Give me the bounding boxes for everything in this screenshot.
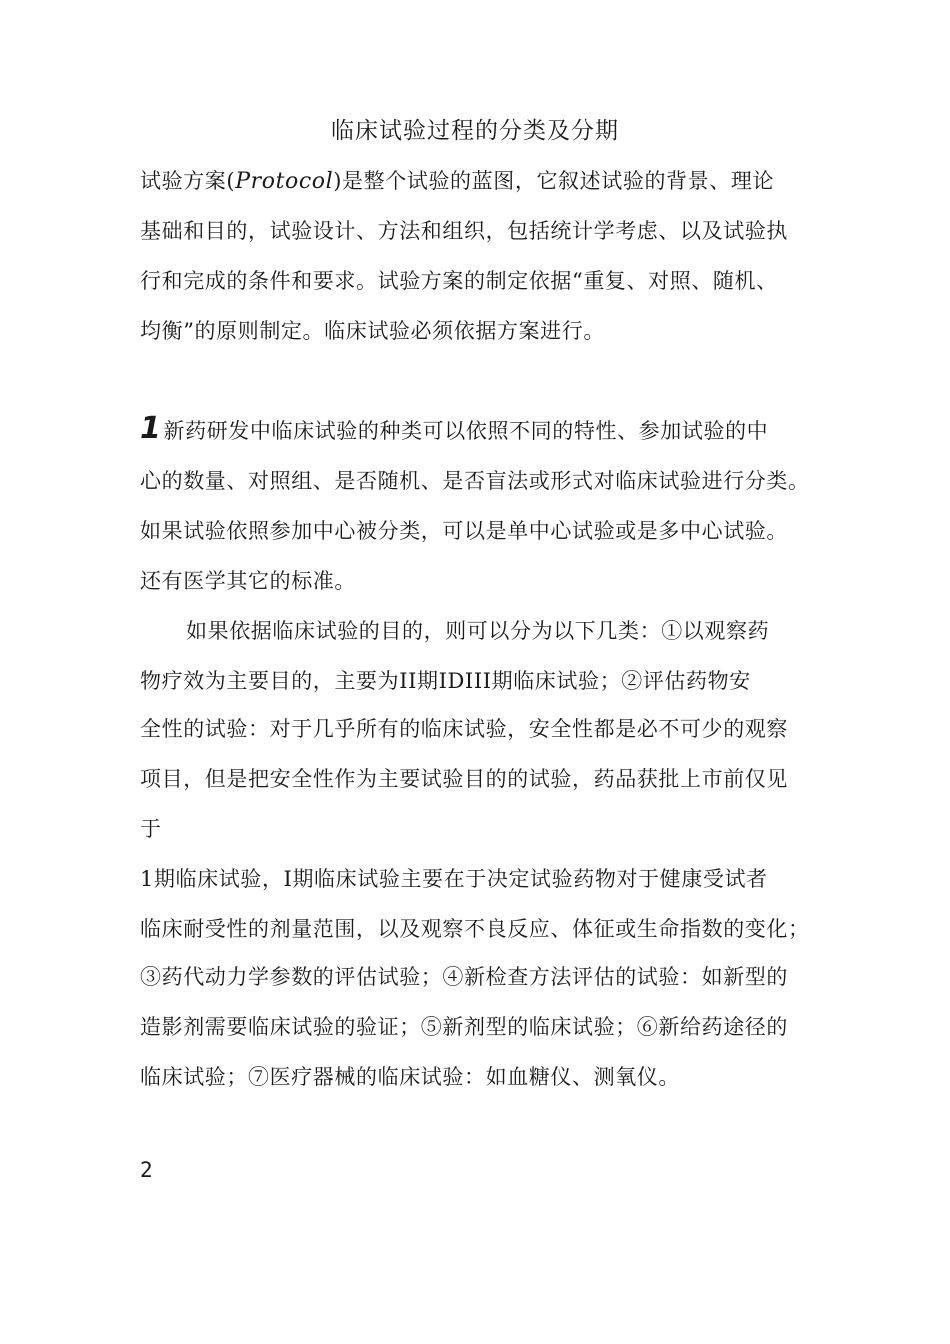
section-3-line-2: 临床耐受性的剂量范围，以及观察不良反应、体征或生命指数的变化； xyxy=(140,917,810,941)
section-2-line-4: 项目，但是把安全性作为主要试验目的的试验，药品获批上市前仅见 xyxy=(140,767,788,791)
section-2-line-3: 全性的试验：对于几乎所有的临床试验，安全性都是必不可少的观察 xyxy=(140,717,788,741)
section-1-line-3: 如果试验依照参加中心被分类，可以是单中心试验或是多中心试验。 xyxy=(140,519,788,543)
section-2-line-2: 物疗效为主要目的，主要为II期IDIII期临床试验；②评估药物安 xyxy=(140,669,751,693)
section-1-line-4: 还有医学其它的标准。 xyxy=(140,569,356,593)
intro-line-1 xyxy=(140,166,774,197)
intro-line-4: 均衡”的原则制定。临床试验必须依据方案进行。 xyxy=(140,319,605,343)
section-2-line-5: 于 xyxy=(140,817,162,841)
page-number: 2 xyxy=(140,1158,153,1182)
section-2-line-1: 如果依据临床试验的目的，则可以分为以下几类：①以观察药 xyxy=(186,619,770,643)
section-1-line-1-text: 新药研发中临床试验的种类可以依照不同的特性、参加试验的中 xyxy=(163,419,769,443)
section-3-line-3: ③药代动力学参数的评估试验；④新检查方法评估的试验：如新型的 xyxy=(140,965,788,989)
protocol-term: Protocol xyxy=(235,169,334,194)
section-1-line-2: 心的数量、对照组、是否随机、是否盲法或形式对临床试验进行分类。 xyxy=(140,469,810,493)
section-1-line-1 xyxy=(140,411,769,446)
section-3-line-1: 1期临床试验，I期临床试验主要在于决定试验药物对于健康受试者 xyxy=(140,867,768,891)
intro-line-3: 行和完成的条件和要求。试验方案的制定依据“重复、对照、随机、 xyxy=(140,269,778,293)
intro-line-2: 基础和目的，试验设计、方法和组织，包括统计学考虑、以及试验执 xyxy=(140,219,788,243)
section-3-line-4: 造影剂需要临床试验的验证；⑤新剂型的临床试验；⑥新给药途径的 xyxy=(140,1015,788,1039)
section-3-line-5: 临床试验；⑦医疗器械的临床试验：如血糖仪、测氧仪。 xyxy=(140,1065,680,1089)
intro-line-1-prefix: 试验方案( xyxy=(140,169,236,193)
section-number: 1 xyxy=(140,411,162,446)
intro-line-1-suffix: )是整个试验的蓝图，它叙述试验的背景、理论 xyxy=(333,169,775,193)
page-title: 临床试验过程的分类及分期 xyxy=(331,118,619,144)
